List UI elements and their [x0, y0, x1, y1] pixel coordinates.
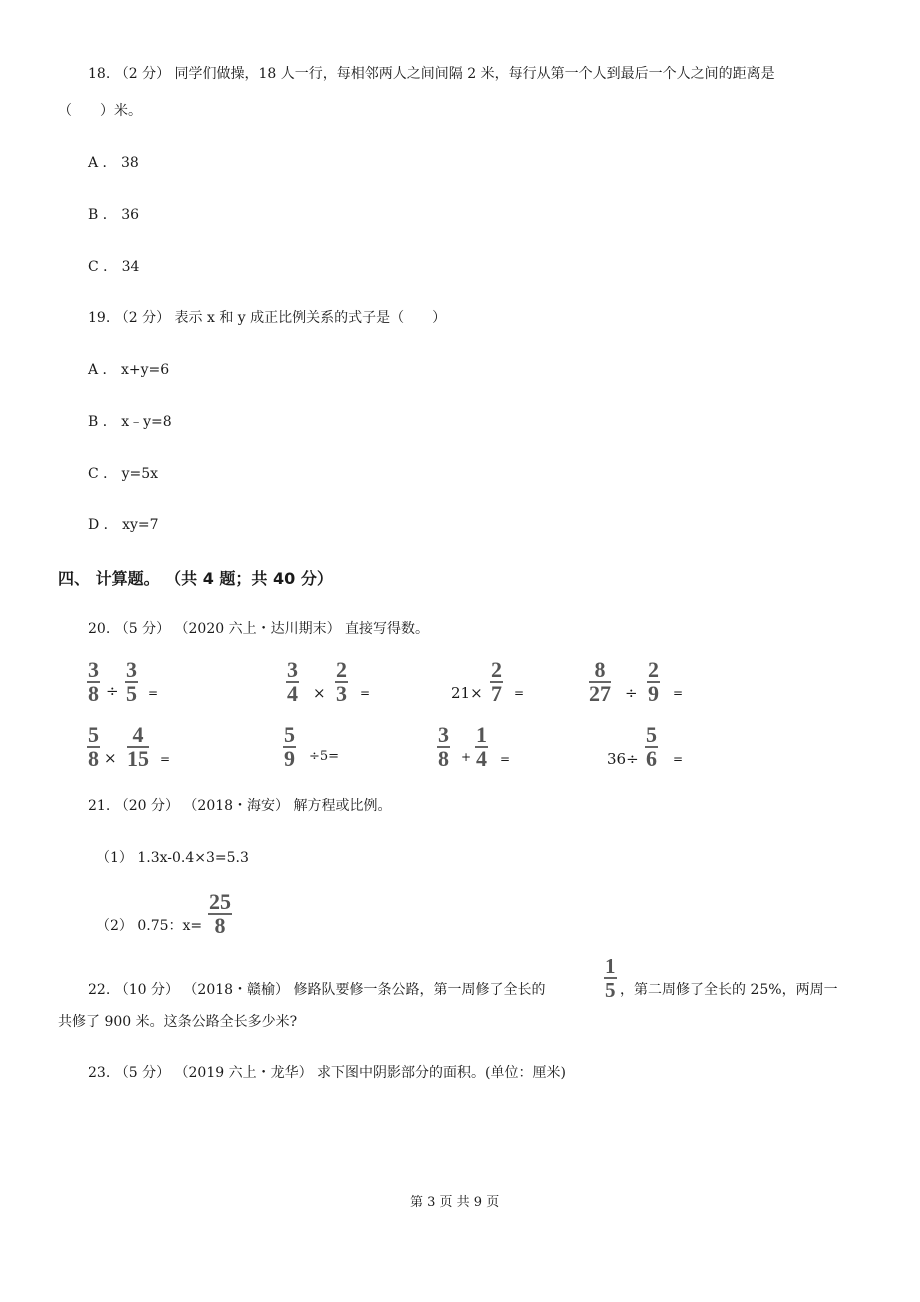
numerator: 3: [438, 722, 449, 747]
q20-r2-e2-suffix: ÷5=: [309, 749, 340, 764]
q20-r1-e1-frac2: [125, 657, 138, 706]
denominator: 5: [126, 681, 137, 706]
section-heading: 四、 计算题。 （共 4 题；共 40 分）: [58, 569, 333, 588]
q20-r1-e4-operator: ÷: [625, 684, 638, 702]
q21-part1: （1） 1.3x-0.4×3=5.3: [96, 850, 249, 866]
numerator: 25: [209, 889, 231, 914]
q20-r1-e1-frac1: [87, 657, 100, 706]
q18-option-a: A ． 38: [88, 155, 139, 171]
numerator: 2: [491, 657, 502, 682]
denominator: 8: [88, 746, 99, 771]
q20-stem: 20. （5 分） （2020 六上・达川期末） 直接写得数。: [88, 621, 430, 637]
q22-fraction: [604, 956, 617, 1000]
denominator: 9: [284, 746, 295, 771]
q20-r2-e3-frac1: [437, 722, 450, 771]
q19-option-b: B ． x﹣y=8: [88, 414, 172, 430]
q21-part2-label: （2） 0.75：x=: [96, 918, 203, 934]
denominator: 6: [646, 746, 657, 771]
q18-stem-line2: （ ）米。: [58, 103, 142, 119]
q20-r2-e3-equals: =: [500, 752, 511, 766]
q20-r2-e3-frac2: [475, 722, 488, 771]
numerator: 2: [336, 657, 347, 682]
denominator: 9: [648, 681, 659, 706]
q20-r2-e2-frac: [283, 722, 296, 771]
q23-stem: 23. （5 分） （2019 六上・龙华） 求下图中阴影部分的面积。(单位：厘米): [88, 1065, 566, 1081]
q20-r1-e2-equals: =: [360, 686, 371, 700]
q22-stem-line1-pre: 22. （10 分） （2018・赣榆） 修路队要修一条公路，第一周修了全长的: [88, 982, 546, 998]
q19-option-a: A ． x+y=6: [88, 362, 170, 378]
q18-option-c: C ． 34: [88, 259, 140, 275]
numerator: 5: [646, 722, 657, 747]
q20-r1-e4-frac2: [647, 657, 660, 706]
numerator: 3: [287, 657, 298, 682]
page-number: 第 3 页 共 9 页: [410, 1195, 500, 1210]
numerator: 1: [476, 722, 487, 747]
q20-r2-e1-operator: ×: [104, 749, 117, 767]
numerator: 1: [605, 954, 616, 978]
q19-option-c: C ． y=5x: [88, 466, 159, 482]
numerator: 8: [594, 657, 606, 682]
numerator: 3: [88, 657, 99, 682]
q21-part2-frac: [208, 889, 232, 938]
numerator: 4: [132, 722, 144, 747]
q20-r2-e4-frac: [645, 722, 658, 771]
numerator: 2: [648, 657, 659, 682]
q18-stem-line1: 18. （2 分） 同学们做操，18 人一行，每相邻两人之间间隔 2 米，每行从第一个人到最后一个人之间的距离是: [88, 66, 775, 82]
numerator: 5: [284, 722, 295, 747]
denominator: 15: [127, 746, 149, 771]
q22-stem-line2: 共修了 900 米。这条公路全长多少米?: [58, 1014, 298, 1030]
q20-r1-e3-prefix: 21×: [451, 684, 483, 702]
q20-r1-e1-equals: =: [148, 686, 159, 700]
denominator: 5: [605, 978, 616, 1002]
q20-r1-e2-frac1: [286, 657, 299, 706]
q19-stem: 19. （2 分） 表示 x 和 y 成正比例关系的式子是（ ）: [88, 310, 447, 326]
q20-r1-e2-operator: ×: [313, 684, 326, 702]
q20-r1-e3-equals: =: [514, 686, 525, 700]
q20-r2-e4-prefix: 36÷: [607, 750, 639, 768]
denominator: 27: [589, 681, 611, 706]
denominator: 8: [214, 913, 226, 938]
numerator: 5: [88, 722, 99, 747]
numerator: 3: [126, 657, 137, 682]
q20-r2-e4-equals: =: [673, 752, 684, 766]
q20-r1-e1-operator: ÷: [106, 682, 119, 700]
q20-r1-e4-equals: =: [673, 686, 684, 700]
denominator: 3: [336, 681, 347, 706]
q19-option-d: D ． xy=7: [88, 517, 159, 533]
q20-r2-e1-frac2: [127, 722, 149, 771]
denominator: 7: [491, 681, 502, 706]
q20-r2-e1-equals: =: [160, 752, 171, 766]
q20-r1-e2-frac2: [335, 657, 348, 706]
q18-option-b: B ． 36: [88, 207, 140, 223]
q20-r2-e3-operator: +: [461, 750, 472, 764]
q20-r2-e1-frac1: [87, 722, 100, 771]
denominator: 8: [88, 681, 99, 706]
q21-stem: 21. （20 分） （2018・海安） 解方程或比例。: [88, 798, 392, 814]
q20-r1-e3-frac: [490, 657, 503, 706]
denominator: 4: [476, 746, 487, 771]
q20-r1-e4-frac1: [589, 657, 611, 706]
denominator: 8: [438, 746, 449, 771]
q22-stem-line1-post: ，第二周修了全长的 25%，两周一: [620, 982, 838, 998]
denominator: 4: [287, 681, 298, 706]
